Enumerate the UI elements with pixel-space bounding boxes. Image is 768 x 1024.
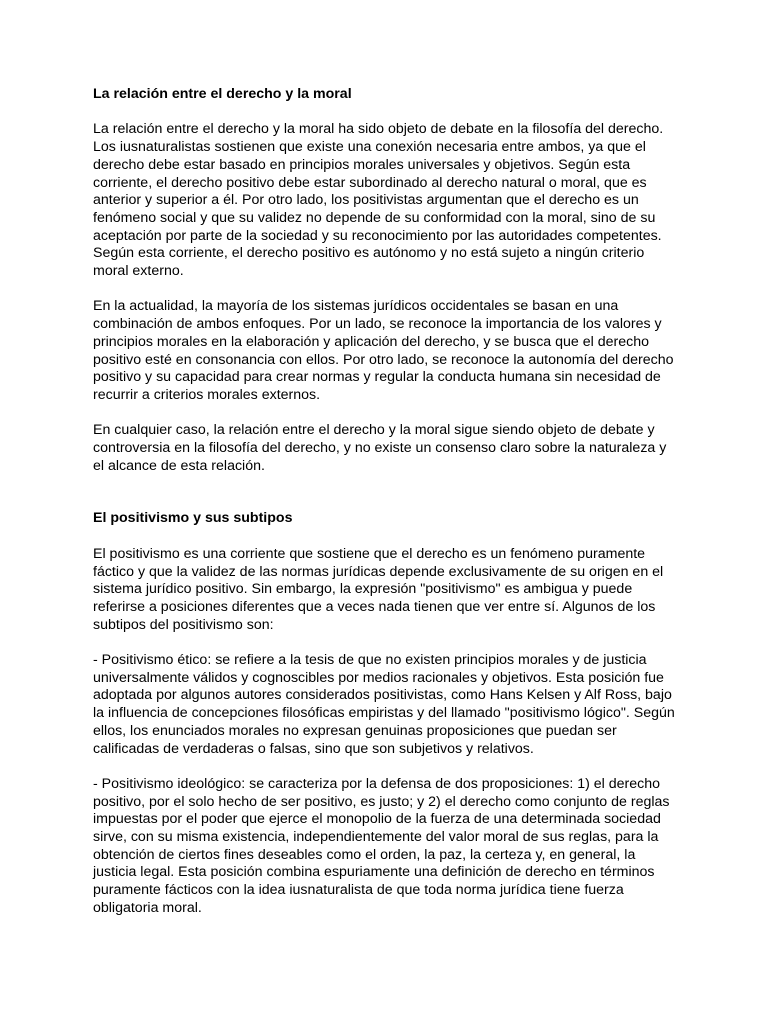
text-line: corriente, el derecho positivo debe estar subordinado al derecho natural o moral, que es (93, 174, 647, 191)
section-heading: El positivismo y sus subtipos (93, 510, 293, 527)
text-line: recurrir a criterios morales externos. (93, 386, 321, 403)
text-line: positivo y su capacidad para crear normas y regular la conducta humana sin necesidad de (93, 369, 661, 386)
text-line: la influencia de concepciones filosóficas empiristas y del llamado "positivismo lógico". Según (93, 705, 675, 722)
paragraph (93, 422, 683, 475)
text-line: - Positivismo ideológico: se caracteriza por la defensa de dos proposiciones: 1) el derecho (93, 775, 661, 792)
text-line: moral externo. (93, 263, 184, 280)
text-line: sistema jurídico positivo. Sin embargo, la expresión "positivismo" es ambigua y puede (93, 581, 633, 598)
text-line: Según esta corriente, el derecho positivo es autónomo y no está sujeto a ningún criterio (93, 245, 645, 262)
text-line: anterior y superior a él. Por otro lado, los positivistas argumentan que el derecho es un (93, 192, 639, 209)
text-line: positivo esté en consonancia con ellos. Por otro lado, se reconoce la autonomía del derecho (93, 351, 674, 368)
paragraph (93, 546, 683, 635)
text-line: Los iusnaturalistas sostienen que existe una conexión necesaria entre ambos, ya que el (93, 139, 646, 156)
paragraph (93, 298, 683, 404)
text-line: aceptación por parte de la sociedad y su reconocimiento por las autoridades competentes. (93, 227, 662, 244)
text-line: En la actualidad, la mayoría de los sistemas jurídicos occidentales se basan en una (93, 298, 619, 315)
text-line: - Positivismo ético: se refiere a la tesis de que no existen principios morales y de justicia (93, 652, 647, 669)
text-line: sirve, con su misma existencia, independientemente del valor moral de sus reglas, para la (93, 829, 659, 846)
text-line: combinación de ambos enfoques. Por un lado, se reconoce la importancia de los valores y (93, 316, 662, 333)
text-line: puramente fácticos con la idea iusnaturalista de que toda norma jurídica tiene fuerza (93, 882, 624, 899)
text-line: impuestas por el poder que ejerce el monopolio de la fuerza de una determinada sociedad (93, 811, 661, 828)
text-line: fenómeno social y que su validez no depende de su conformidad con la moral, sino de su (93, 209, 656, 226)
text-line: el alcance de esta relación. (93, 457, 265, 474)
section-relacion (93, 86, 683, 475)
text-line: principios morales en la elaboración y aplicación del derecho, y se busca que el derecho (93, 333, 650, 350)
text-line: El positivismo es una corriente que sostiene que el derecho es un fenómeno puramente (93, 545, 646, 562)
paragraph (93, 652, 683, 758)
text-line: ellos, los enunciados morales no expresan genuinas proposiciones que puedan ser (93, 722, 617, 739)
section-positivismo (93, 510, 683, 917)
text-line: obtención de ciertos fines deseables como el orden, la paz, la certeza y, en general, la (93, 846, 636, 863)
paragraph (93, 776, 683, 918)
text-line: En cualquier caso, la relación entre el derecho y la moral sigue siendo objeto de debate y (93, 422, 655, 439)
paragraph (93, 121, 683, 280)
section-heading: La relación entre el derecho y la moral (93, 86, 352, 102)
text-line: fáctico y que la validez de las normas jurídicas depende exclusivamente de su origen en el (93, 563, 664, 580)
text-line: adoptada por algunos autores considerados positivistas, como Hans Kelsen y Alf Ross, bajo (93, 687, 672, 704)
text-line: La relación entre el derecho y la moral ha sido objeto de debate en la filosofía del derecho. (93, 121, 664, 138)
text-line: subtipos del positivismo son: (93, 616, 274, 633)
document-page (93, 86, 683, 918)
text-line: universalmente válidos y cognoscibles por medios racionales y objetivos. Esta posición fue (93, 669, 664, 686)
text-line: derecho debe estar basado en principios morales universales y objetivos. Según esta (93, 156, 631, 173)
text-line: calificadas de verdaderas o falsas, sino que son subjetivos y relativos. (93, 740, 534, 757)
text-line: positivo, por el solo hecho de ser positivo, es justo; y 2) el derecho como conjunto de reglas (93, 793, 670, 810)
text-line: referirse a posiciones diferentes que a veces nada tienen que ver entre sí. Algunos de los (93, 598, 656, 615)
text-line: obligatoria moral. (93, 899, 202, 916)
text-line: controversia en la filosofía del derecho, y no existe un consenso claro sobre la naturaleza y (93, 440, 667, 457)
text-line: justicia legal. Esta posición combina espuriamente una definición de derecho en términos (93, 864, 655, 881)
